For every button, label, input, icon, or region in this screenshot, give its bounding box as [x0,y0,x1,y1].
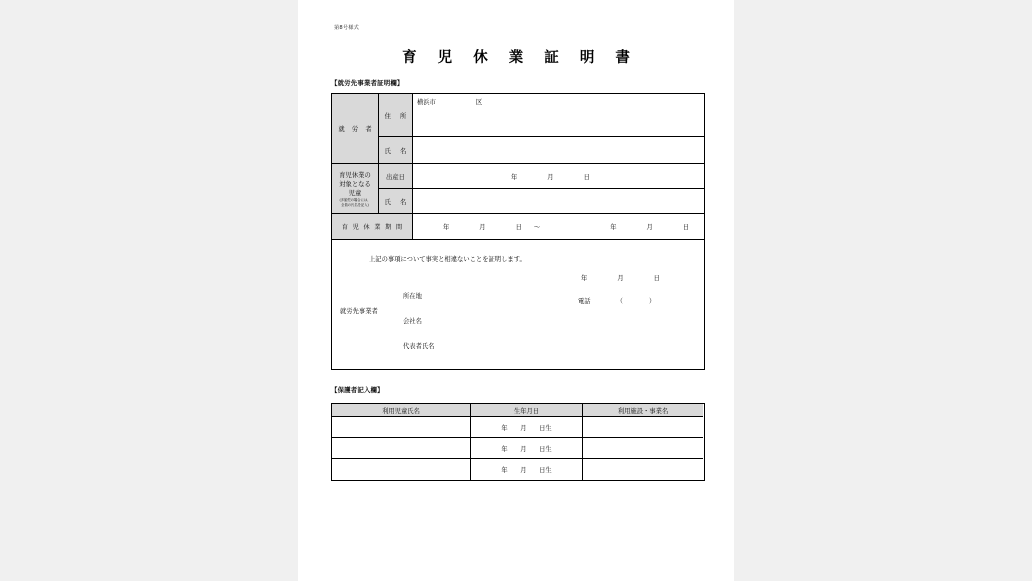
child-label-line3: 児童 [348,190,362,198]
address-label: 住 所 [384,112,408,120]
birth-date-placeholder-text: 年 月 日生 [501,424,552,432]
cert-year-token: 年 [581,275,588,282]
phone-field [578,296,655,305]
leave-end-month: 月 [646,224,653,231]
child-note-line2: 全員の氏名を記入) [341,202,369,207]
document-page [298,0,734,581]
leave-period-tilde: ～ [533,224,541,231]
address-value-cell[interactable] [412,94,704,137]
phone-paren-close: ） [648,298,656,305]
birth-month-token: 月 [547,173,554,181]
table-row-facility[interactable] [582,438,703,459]
worker-label-cell [332,94,378,164]
leave-start-month: 月 [479,224,486,231]
birth-year-token: 年 [511,173,518,181]
guardian-section-label: 【保護者記入欄】 [331,386,384,394]
leave-period-value-cell[interactable] [412,214,704,240]
cert-day-token: 日 [653,275,660,282]
birth-date-placeholder-text: 年 月 日生 [501,467,552,474]
child-name-label: 氏 名 [384,198,408,206]
table-row-child-name[interactable] [332,459,470,480]
form-number: 第8号様式 [334,25,360,31]
leave-end-year: 年 [610,224,617,231]
birth-date-label: 出産日 [386,173,405,181]
employer-certification-table [331,93,705,370]
child-label-cell [332,164,378,214]
certification-block [332,240,704,371]
child-note-line1: (多胎児の場合には、 [339,198,371,203]
worker-name-label-cell [378,137,412,164]
company-label: 会社名 [403,318,422,325]
cert-month-token: 月 [617,275,624,282]
phone-label: 電話 [578,298,591,305]
employer-section-label: 【就労先事業者証明欄】 [331,79,404,87]
child-label-note [340,198,371,207]
table-row-birth-date[interactable] [470,438,582,459]
page-title: 育 児 休 業 証 明 書 [402,50,638,66]
worker-name-label: 氏 名 [384,147,408,155]
table-row-birth-date[interactable] [470,417,582,438]
birth-date-tokens [413,164,704,188]
representative-label: 代表者氏名 [403,343,435,350]
worker-name-value-cell[interactable] [412,137,704,164]
table-row-child-name[interactable] [332,438,470,459]
leave-period-tokens [413,214,704,239]
child-label-line1: 育児休業の [339,172,371,180]
column-header-facility: 利用施設・事業名 [582,404,703,417]
address-city: 横浜市 [417,99,436,106]
table-row-birth-date[interactable] [470,459,582,480]
address-ward: 区 [475,99,483,106]
certification-date [581,273,660,282]
table-row-facility[interactable] [582,417,703,438]
worker-label: 就 労 者 [338,126,375,133]
certification-statement: 上記の事項について事実と相違ないことを証明します。 [369,256,526,263]
birth-date-value-cell[interactable] [412,164,704,189]
table-row-child-name[interactable] [332,417,470,438]
child-name-value-cell[interactable] [412,189,704,214]
column-header-birth-date: 生年月日 [470,404,582,417]
leave-start-year: 年 [443,224,450,231]
phone-paren-open: （ [616,298,623,305]
location-label: 所在地 [403,293,422,300]
leave-period-label: 育 児 休 業 期 間 [341,224,404,231]
employer-block-label: 就労先事業者 [340,308,378,315]
birth-date-label-cell [378,164,412,189]
child-label [332,164,378,213]
leave-period-label-cell [332,214,412,240]
birth-day-token: 日 [583,173,590,181]
address-prefilled [417,97,482,106]
child-label-line2: 対象となる [339,181,371,189]
birth-date-placeholder-text: 年 月 日生 [501,445,552,453]
column-header-child-name: 利用児童氏名 [332,404,470,417]
table-row-facility[interactable] [582,459,703,480]
leave-start-day: 日 [515,224,522,231]
guardian-entry-table [331,403,705,481]
child-name-label-cell [378,189,412,214]
address-label-cell [378,94,412,137]
leave-end-day: 日 [682,224,690,231]
